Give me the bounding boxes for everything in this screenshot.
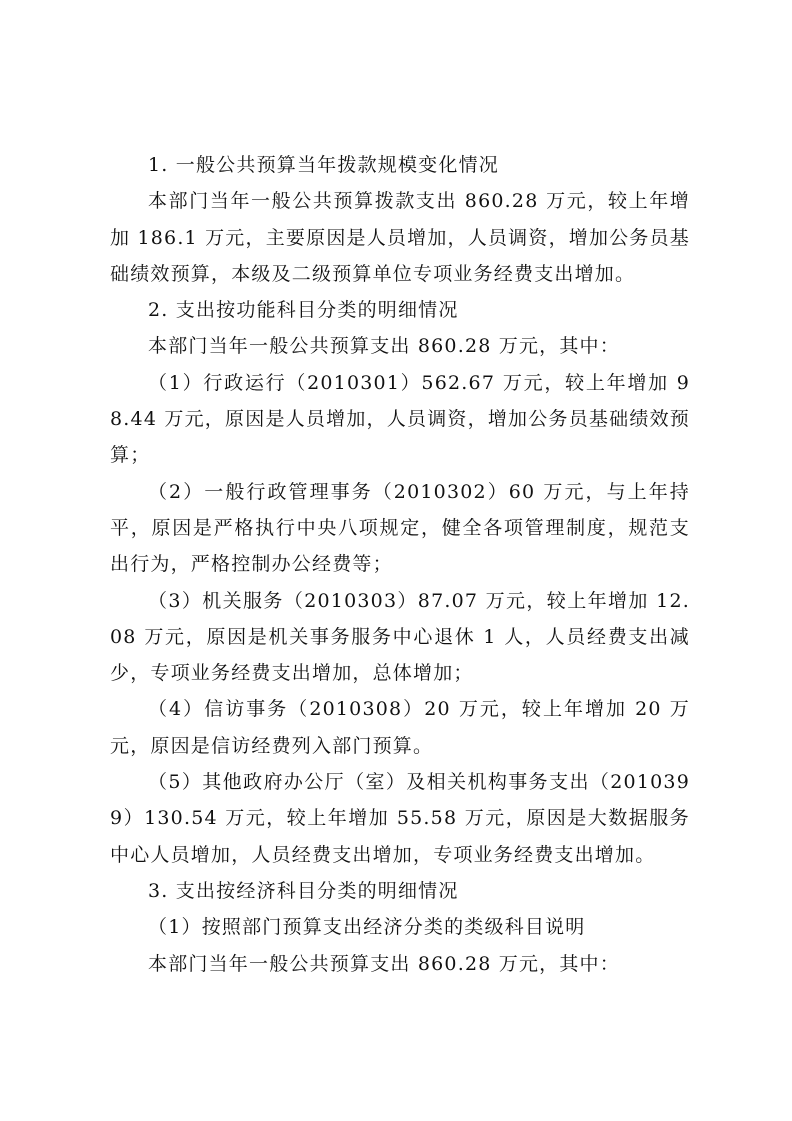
section-heading-3: 3. 支出按经济科目分类的明细情况 (148, 879, 459, 902)
paragraph-appropriation-change: 本部门当年一般公共预算拨款支出 860.28 万元，较上年增加 186.1 万元，主要原因是人员增加，人员调资，增加公务员基础绩效预算，本级及二级预算单位专项业务经费支出增加。 (110, 190, 690, 285)
document-body (110, 147, 690, 982)
list-item-general-administration: （2）一般行政管理事务（2010302）60 万元，与上年持平，原因是严格执行中央八项规定，健全各项管理制度，规范支出行为，严格控制办公经费等； (110, 480, 690, 576)
list-item-agency-services: （3）机关服务（2010303）87.07 万元，较上年增加 12.08 万元，原因是机关事务服务中心退休 1 人，人员经费支出减少，专项业务经费支出增加，总体增加； (110, 589, 690, 685)
paragraph-functional-total: 本部门当年一般公共预算支出 860.28 万元，其中： (148, 335, 620, 358)
section-heading-2: 2. 支出按功能科目分类的明细情况 (148, 299, 459, 322)
list-item-administrative-operation: （1）行政运行（2010301）562.67 万元，较上年增加 98.44 万元，原因是人员增加，人员调资，增加公务员基础绩效预算； (110, 371, 690, 467)
paragraph-economic-total: 本部门当年一般公共预算支出 860.28 万元，其中： (148, 952, 620, 975)
subsection-heading-economic-class: （1）按照部门预算支出经济分类的类级科目说明 (148, 916, 586, 939)
section-heading-1: 1. 一般公共预算当年拨款规模变化情况 (148, 154, 499, 176)
list-item-other-office-expenses: （5）其他政府办公厅（室）及相关机构事务支出（2010399）130.54 万元，较上年增加 55.58 万元，原因是大数据服务中心人员增加，人员经费支出增加，专项业务经费支出增加。 (110, 771, 690, 866)
list-item-petition-affairs: （4）信访事务（2010308）20 万元，较上年增加 20 万元，原因是信访经费列入部门预算。 (110, 698, 690, 757)
